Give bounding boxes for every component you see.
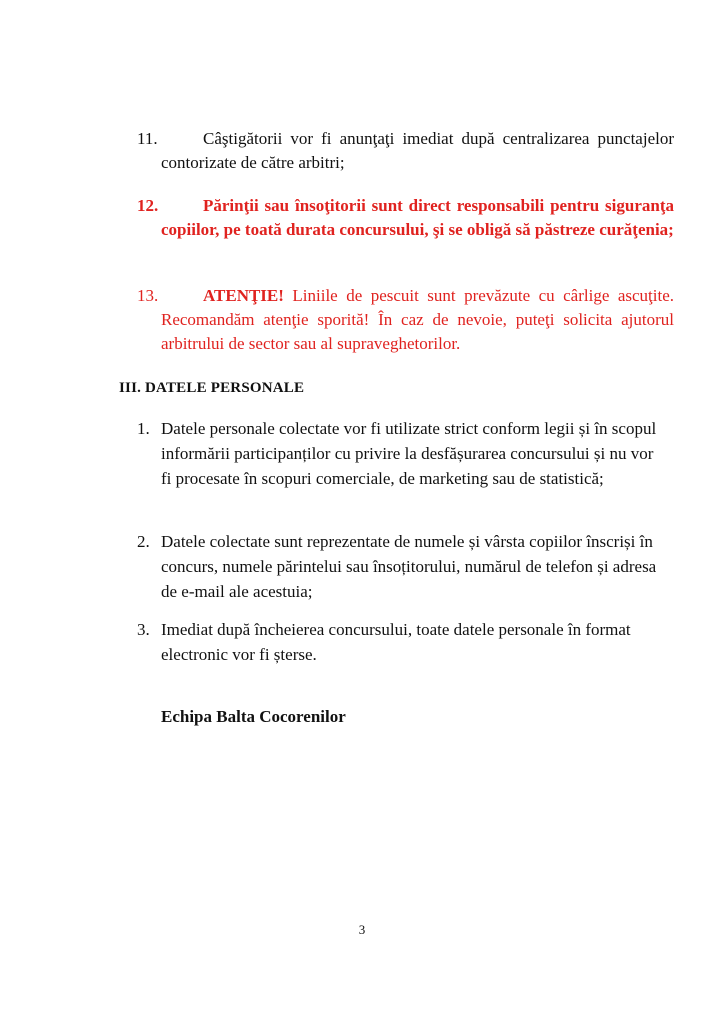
list-item-number: 3. [137, 620, 150, 639]
list-item-1 [137, 416, 657, 491]
rule-number: 11. [137, 129, 158, 148]
rule-item-13 [137, 284, 674, 356]
rule-number: 12. [137, 196, 159, 215]
list-item-text: Datele colectate sunt reprezentate de numele și vârsta copiilor înscriși în concurs, numele părintelui sau însoțitorului, numărul de telefon și adresa de e-mail ale acestuia; [161, 532, 657, 601]
list-item-number: 1. [137, 419, 150, 438]
list-item-2 [137, 529, 657, 604]
page-number: 3 [358, 922, 366, 937]
list-item-3 [137, 617, 657, 667]
list-item-text: Datele personale colectate vor fi utilizate strict conform legii și în scopul informării participanților cu privire la desfășurarea concursului și nu vor fi procesate în scopuri comerciale, de marketing sau de statistică; [161, 419, 657, 488]
team-signature: Echipa Balta Cocorenilor [161, 707, 346, 726]
rule-number: 13. [137, 286, 159, 305]
section-heading: III. DATELE PERSONALE [119, 380, 305, 396]
rule-text: Câştigătorii vor fi anunţaţi imediat după centralizarea punctajelor contorizate de către arbitri; [161, 129, 674, 172]
rule-item-11 [137, 127, 674, 175]
list-item-text: Imediat după încheierea concursului, toate datele personale în format electronic vor fi șterse. [161, 620, 631, 664]
attention-label: ATENŢIE! [203, 286, 284, 305]
rule-text: Părinţii sau însoţitorii sunt direct responsabili pentru siguranţa copiilor, pe toată durata concursului, şi se obligă să păstreze curăţenia; [161, 196, 674, 239]
rule-text-container [161, 284, 674, 356]
rule-item-12 [137, 194, 674, 242]
rule-text: Liniile de pescuit sunt prevăzute cu cârlige ascuţite. Recomandăm atenţie sporită! În caz de nevoie, puteţi solicita ajutorul arbitrului de sector sau al supraveghetorilor. [161, 286, 675, 353]
list-item-number: 2. [137, 532, 150, 551]
